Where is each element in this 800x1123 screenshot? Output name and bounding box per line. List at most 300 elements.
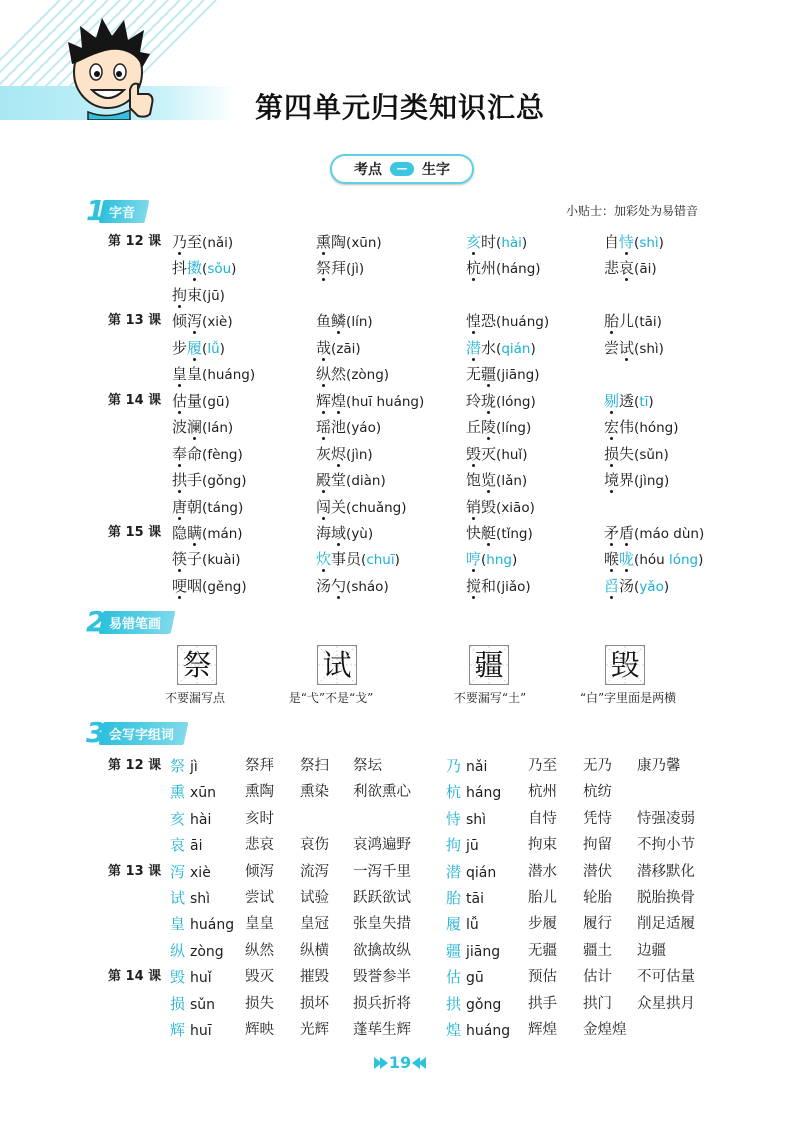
ziyin-entry [172, 494, 316, 521]
pinyin: huáng [501, 314, 544, 331]
key-char: 鳞 [331, 312, 347, 331]
key-char: 擞 [187, 259, 203, 278]
word-char: 至 [187, 233, 203, 251]
paren-open: ( [634, 314, 640, 331]
word-item: 步履 [528, 916, 557, 933]
word-item: 流泻 [300, 863, 329, 880]
pinyin: jiǎo [501, 578, 526, 595]
ziyin-entry [172, 308, 316, 335]
word-char: 咽 [187, 576, 203, 595]
key-char: 烬 [331, 444, 347, 463]
ziyin-entry [466, 573, 604, 600]
paren-close: ) [237, 446, 243, 463]
ziyin-entry [172, 441, 316, 468]
paren-open: ( [634, 235, 640, 251]
word-item: 损兵折将 [353, 995, 411, 1012]
word-item [353, 806, 446, 833]
key-char: 艇 [481, 523, 497, 542]
word-item: 祭拜 [245, 758, 274, 774]
paren-close: ) [227, 235, 234, 251]
word-item: 尝试 [245, 889, 274, 906]
key-char: 杭 [446, 783, 462, 802]
section-number: 1 [86, 194, 106, 227]
paren-close: ) [238, 499, 244, 516]
word-item: 无乃 [583, 758, 612, 774]
paren-close: ) [534, 367, 540, 384]
paren-open: ( [496, 578, 502, 595]
pinyin: gěng [207, 578, 242, 595]
lesson-label: 第 12 课 [108, 758, 162, 773]
key-char: 哽 [172, 576, 188, 595]
ziyin-entry [316, 335, 466, 362]
key-char: 胎 [604, 312, 620, 331]
pinyin: lán [207, 420, 228, 437]
word-item: 张皇失措 [353, 916, 411, 933]
word-item: 杭纺 [583, 784, 612, 801]
lesson-label [108, 573, 172, 600]
word-char: 界 [619, 471, 635, 490]
paren-close: ) [241, 473, 247, 490]
word-item: 哀鸿遍野 [353, 837, 411, 854]
pinyin: sǔn [190, 996, 216, 1013]
pill-left-label: 考点 [354, 162, 382, 178]
pill-separator: — [390, 162, 414, 176]
word-item: 熏染 [300, 784, 329, 801]
ziyin-row [108, 546, 768, 572]
word-char: 悲 [604, 259, 620, 278]
pinyin: xūn [190, 785, 217, 802]
word-char: 量 [187, 391, 203, 410]
paren-close: ) [698, 525, 705, 542]
pinyin: nǎi [207, 235, 228, 251]
word-item: 亥时 [245, 810, 274, 827]
lesson-label [108, 832, 170, 859]
word-item: 辉煌 [528, 1021, 557, 1038]
paren-open: ( [202, 367, 208, 384]
paren-open: ( [202, 552, 208, 569]
char-pinyin-cell [170, 859, 245, 886]
word-char: 和 [481, 576, 497, 595]
key-char: 乃 [446, 757, 462, 775]
pinyin: gǒng [466, 996, 502, 1013]
paren-close: ) [375, 420, 382, 437]
ziyin-entry [604, 520, 744, 547]
char-pinyin-cell [170, 885, 245, 912]
key-char: 损 [170, 994, 186, 1013]
lesson-label [108, 255, 172, 282]
pinyin: gū [466, 970, 484, 987]
section-title: 易错笔画 [109, 616, 162, 632]
zuci-row [108, 991, 768, 1017]
ziyin-entry [466, 335, 604, 362]
paren-open: ( [496, 446, 502, 463]
key-char: 珑 [481, 391, 497, 410]
paren-open: ( [346, 393, 352, 410]
key-char: 胎 [446, 888, 462, 907]
pinyin: xiè [190, 864, 211, 881]
ziyin-entry [172, 388, 316, 415]
paren-open: ( [634, 525, 640, 542]
key-char: 疆 [481, 365, 497, 384]
word-item: 削足适履 [637, 916, 695, 933]
word-item: 恃强凌弱 [637, 810, 695, 827]
word-char: 陶 [331, 233, 347, 251]
key-char: 乃 [172, 233, 188, 251]
pinyin: jìn [351, 446, 368, 463]
paren-open: ( [496, 367, 502, 384]
lesson-label [108, 991, 170, 1018]
pinyin: hài [501, 235, 522, 251]
paren-open: ( [202, 446, 208, 463]
paren-open: ( [346, 473, 352, 490]
word-char: 束 [187, 285, 203, 304]
pinyin: jì [351, 261, 359, 278]
paren-open: ( [634, 473, 640, 490]
paren-close: ) [543, 314, 550, 331]
stroke-char: 试 [322, 648, 352, 682]
ziyin-row [108, 255, 768, 281]
word-char: 海 [316, 523, 332, 542]
word-item: 纵然 [245, 942, 274, 959]
paren-close: ) [663, 578, 670, 595]
pinyin: tǐng [501, 525, 528, 542]
ziyin-entry [172, 573, 316, 600]
section-title-tag [99, 611, 176, 634]
ziyin-entry [172, 414, 316, 441]
word-char: 事员 [331, 550, 362, 569]
key-char: 泻 [170, 862, 186, 881]
pinyin: sǔn [639, 446, 664, 463]
word-item [300, 806, 353, 833]
stroke-box [317, 645, 357, 685]
pinyin: huáng [190, 917, 235, 934]
lesson-label [108, 911, 170, 938]
stroke-note: 不要漏写“土” [453, 691, 527, 705]
word-item: 潜伏 [583, 863, 612, 880]
key-char: 陵 [481, 418, 497, 437]
key-char: 熏 [170, 783, 186, 802]
paren-open: ( [634, 420, 640, 437]
ziyin-entry [316, 546, 466, 573]
key-char: 哼 [466, 550, 482, 569]
page-number: 19 [388, 1053, 412, 1072]
word-item: 潜水 [528, 863, 557, 880]
word-item: 试验 [300, 889, 329, 906]
ziyin-entry [316, 255, 466, 282]
paren-open: ( [202, 235, 208, 251]
paren-close: ) [651, 261, 657, 278]
zuci-row [108, 964, 768, 990]
ziyin-entry [172, 282, 316, 309]
ziyin-entry [172, 255, 316, 282]
ziyin-entry [172, 467, 316, 494]
key-char: 皇 [172, 365, 188, 384]
key-char: 履 [187, 338, 203, 357]
word-item: 一泻千里 [353, 863, 411, 880]
section-title: 会写字组词 [109, 727, 175, 743]
key-char: 煌 [446, 1020, 462, 1039]
page-footer [360, 1052, 440, 1074]
ziyin-row [108, 335, 768, 361]
pill-right-label: 生字 [422, 162, 450, 178]
paren-open: ( [496, 525, 502, 542]
mascot-boy-icon [58, 12, 162, 120]
key-char: 盾 [619, 523, 635, 542]
paren-close: ) [521, 473, 528, 490]
paren-open: ( [496, 340, 502, 357]
ziyin-entry [604, 335, 744, 362]
word-item: 光辉 [300, 1021, 329, 1038]
lesson-label [108, 1017, 170, 1044]
ziyin-entry [316, 388, 466, 415]
pinyin: sháo [351, 578, 384, 595]
pinyin: nǎi [466, 759, 488, 775]
pinyin: fèng [207, 446, 238, 463]
ziyin-entry [172, 229, 316, 256]
word-item: 脱胎换骨 [637, 889, 695, 906]
lesson-label [108, 414, 172, 441]
word-char: 玲 [466, 391, 482, 410]
zuci-row [108, 753, 768, 779]
key-char: 炊 [316, 550, 332, 569]
char-pinyin-cell [446, 806, 528, 833]
key-char: 试 [170, 888, 186, 907]
word-char: 然 [331, 365, 347, 384]
lesson-label [108, 885, 170, 912]
pinyin: chuǎng [351, 499, 402, 516]
stroke-char: 祭 [182, 648, 212, 682]
ziyin-table [108, 229, 768, 599]
pinyin: tāi [466, 890, 484, 907]
pinyin: xiè [207, 314, 228, 331]
paren-close: ) [367, 446, 373, 463]
paren-close: ) [394, 552, 400, 569]
paren-close: ) [648, 393, 654, 410]
ziyin-entry [466, 414, 604, 441]
section-ziyin-header [86, 194, 148, 227]
paren-close: ) [380, 473, 386, 490]
key-char: 祭 [316, 259, 332, 278]
ziyin-entry [172, 520, 316, 547]
paren-close: ) [511, 552, 518, 569]
paren-close: ) [367, 525, 374, 542]
ziyin-entry [466, 546, 604, 573]
word-char: 无 [466, 365, 482, 384]
word-item [637, 1017, 727, 1044]
pinyin: āi [190, 838, 203, 855]
key-char: 履 [446, 915, 462, 934]
pinyin: jì [190, 759, 198, 775]
lesson-label: 第 14 课 [108, 969, 162, 985]
char-pinyin-cell [170, 911, 245, 938]
key-char: 毁 [466, 444, 482, 463]
word-char: 关 [331, 497, 347, 516]
key-char: 潜 [446, 862, 462, 881]
paren-open: ( [496, 499, 502, 516]
char-pinyin-cell [170, 832, 245, 859]
paren-close: ) [525, 578, 531, 595]
word-char: 汤 [619, 576, 635, 595]
word-item: 胎儿 [528, 889, 557, 906]
pinyin: tī [639, 393, 649, 410]
pinyin: xūn [351, 235, 377, 251]
pinyin: chuī [366, 552, 395, 569]
paren-open: ( [346, 525, 352, 542]
ziyin-entry [466, 361, 604, 388]
word-char: 失 [619, 444, 635, 463]
key-char: 熏 [316, 233, 332, 251]
paren-close: ) [358, 261, 365, 278]
pinyin: sǒu [207, 261, 232, 278]
key-char: 销 [466, 497, 482, 516]
word-item: 祭扫 [300, 758, 329, 774]
paren-open: ( [634, 578, 640, 595]
paren-open: ( [634, 552, 640, 569]
ziyin-entry [604, 388, 744, 415]
paren-open: ( [202, 340, 208, 357]
char-pinyin-cell [170, 779, 245, 806]
key-char: 拘 [172, 285, 188, 304]
zuci-row [108, 859, 768, 885]
word-char: 快 [466, 523, 482, 542]
key-char: 筷 [172, 550, 188, 569]
paren-close: ) [227, 314, 233, 331]
paren-open: ( [346, 235, 352, 251]
pinyin: hng [486, 552, 512, 569]
key-char: 辉 [316, 391, 332, 410]
pinyin: lóng [668, 552, 699, 569]
zuci-row [108, 885, 768, 911]
key-char: 泻 [187, 312, 203, 331]
key-char: 域 [331, 523, 347, 542]
paren-open: ( [346, 499, 352, 516]
pinyin: lín [351, 314, 368, 331]
lesson-label [108, 494, 172, 521]
pinyin: zāi [336, 340, 356, 357]
key-char: 咙 [619, 550, 635, 569]
paren-close: ) [525, 420, 532, 437]
word-char: 抖 [172, 259, 188, 278]
word-item: 跃跃欲试 [353, 889, 411, 906]
lesson-label [108, 467, 172, 494]
pinyin: táng [207, 499, 239, 516]
key-char: 唐 [172, 497, 188, 516]
paren-close: ) [529, 499, 535, 516]
ziyin-entry [316, 308, 466, 335]
paren-close: ) [367, 314, 373, 331]
char-pinyin-cell [446, 832, 528, 859]
word-char: 手 [187, 471, 203, 490]
zuci-row [108, 911, 768, 937]
paren-close: ) [521, 235, 528, 251]
char-pinyin-cell [446, 991, 528, 1018]
char-pinyin-cell [170, 938, 245, 965]
ziyin-entry [466, 467, 604, 494]
ziyin-row [108, 308, 768, 334]
pinyin: shì [639, 235, 659, 251]
key-char: 舀 [604, 576, 620, 595]
word-char: 毁 [481, 497, 497, 516]
paren-open: ( [331, 340, 337, 357]
pinyin: jìng [639, 473, 664, 490]
word-char: 步 [172, 338, 188, 357]
pinyin: jiāng [501, 367, 535, 384]
key-char: 勺 [331, 576, 347, 595]
paren-open: ( [346, 261, 352, 278]
word-char: 灭 [481, 444, 497, 463]
pinyin: lǚ [207, 340, 220, 357]
topic-pill [330, 154, 474, 184]
pinyin: huī huáng [351, 393, 419, 410]
paren-open: ( [634, 261, 640, 278]
key-char: 澜 [187, 418, 203, 437]
ziyin-row [108, 494, 768, 520]
pinyin: hóng [639, 420, 674, 437]
paren-open: ( [346, 446, 352, 463]
pinyin: huáng [466, 1022, 511, 1039]
word-char: 自 [604, 233, 620, 251]
word-item: 金煌煌 [583, 1021, 627, 1038]
word-char: 朝 [187, 497, 203, 516]
pinyin: diàn [351, 473, 381, 490]
word-item: 无疆 [528, 942, 557, 959]
key-char: 惶 [466, 312, 482, 331]
char-pinyin-cell [446, 779, 528, 806]
ziyin-entry [316, 573, 466, 600]
key-char: 拱 [446, 994, 462, 1013]
word-char: 儿 [619, 312, 635, 331]
char-pinyin-cell [170, 753, 245, 780]
stroke-char: 毁 [610, 648, 640, 682]
pinyin: háng [501, 261, 536, 278]
pinyin: gū [207, 393, 225, 410]
word-item: 拱手 [528, 995, 557, 1012]
word-item: 拘留 [583, 837, 612, 854]
key-char: 亥 [170, 809, 186, 828]
word-item: 毁灭 [245, 969, 274, 986]
paren-close: ) [530, 393, 536, 410]
char-pinyin-cell [446, 911, 528, 938]
paren-close: ) [401, 499, 407, 516]
paren-open: ( [496, 314, 502, 331]
paren-open: ( [634, 393, 640, 410]
word-item [637, 779, 727, 806]
paren-close: ) [698, 552, 704, 569]
word-char: 饱 [466, 471, 482, 490]
paren-close: ) [237, 525, 243, 542]
pinyin: shì [466, 811, 487, 828]
paren-close: ) [673, 420, 679, 437]
ziyin-entry [172, 546, 316, 573]
paren-close: ) [376, 235, 382, 251]
word-char: 州 [481, 259, 497, 278]
ziyin-entry [466, 308, 604, 335]
pinyin: háng [466, 785, 502, 802]
ziyin-entry [466, 520, 604, 547]
lesson-label [108, 546, 172, 573]
key-char: 喉 [604, 550, 620, 569]
key-char: 殿 [316, 471, 332, 490]
paren-close: ) [530, 340, 536, 357]
pinyin: qián [501, 340, 531, 357]
word-item: 不拘小节 [637, 837, 695, 854]
ziyin-entry [466, 494, 604, 521]
ziyin-row [108, 441, 768, 467]
word-item: 悲哀 [245, 837, 274, 854]
lesson-label: 第 14 课 [108, 392, 162, 408]
word-char: 倾 [172, 312, 188, 331]
paren-close: ) [249, 367, 256, 384]
